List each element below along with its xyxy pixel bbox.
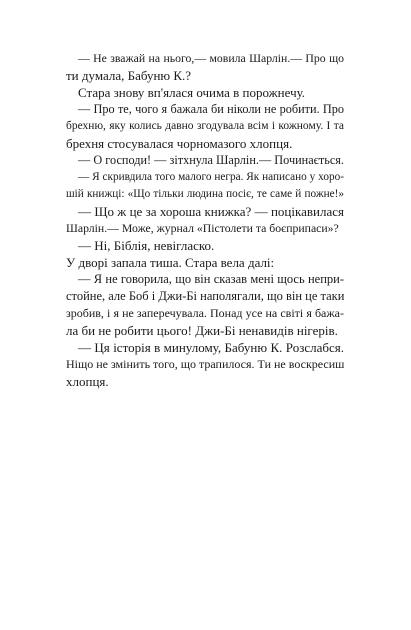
- text-line: зробив, і я не заперечувала. Понад усе на світі я бажа-: [66, 306, 344, 320]
- text-line: хлопця.: [66, 374, 109, 389]
- text-line: — Ця історія в минулому, Бабуню К. Розслабся.: [78, 340, 344, 355]
- text-line: — Про те, чого я бажала би ніколи не робити. Про: [78, 102, 344, 116]
- text-line: ти думала, Бабуню К.?: [66, 68, 192, 83]
- text-line: — Я не говорила, що він сказав мені щось непри-: [78, 272, 344, 286]
- text-line: стойне, але Боб і Джи-Бі наполягали, що він це таки: [66, 289, 344, 303]
- text-line: — Що ж це за хороша книжка? — поцікавилася: [78, 204, 344, 219]
- text-line: — Ні, Біблія, невігласко.: [78, 238, 215, 253]
- text-line: — Не зважай на нього,— мовила Шарлін.— Про що: [78, 52, 344, 65]
- page-text: [66, 50, 344, 390]
- text-line: брехня стосувалася чорномазого хлопця.: [66, 136, 293, 151]
- text-line: Ніщо не змінить того, що трапилося. Ти не воскресиш: [66, 357, 344, 371]
- text-line: — Я скривдила того малого негра. Як написано у хоро-: [78, 171, 344, 183]
- text-line: — О господи! — зітхнула Шарлін.— Починається.: [78, 153, 344, 167]
- text-line: Стара знову вп'ялася очима в порожнечу.: [78, 85, 306, 100]
- text-line: Шарлін.— Може, журнал «Пістолети та боєприпаси»?: [66, 222, 339, 235]
- text-line: ла би не робити цього! Джи-Бі ненавидів нігерів.: [66, 323, 338, 338]
- text-line: У дворі запала тиша. Стара вела далі:: [66, 255, 275, 270]
- text-line: шій книжці: «Що тільки людина посіє, те саме й пожне!»: [66, 188, 344, 200]
- text-line: брехню, яку колись давно згодувала всім і кожному. І та: [66, 120, 344, 132]
